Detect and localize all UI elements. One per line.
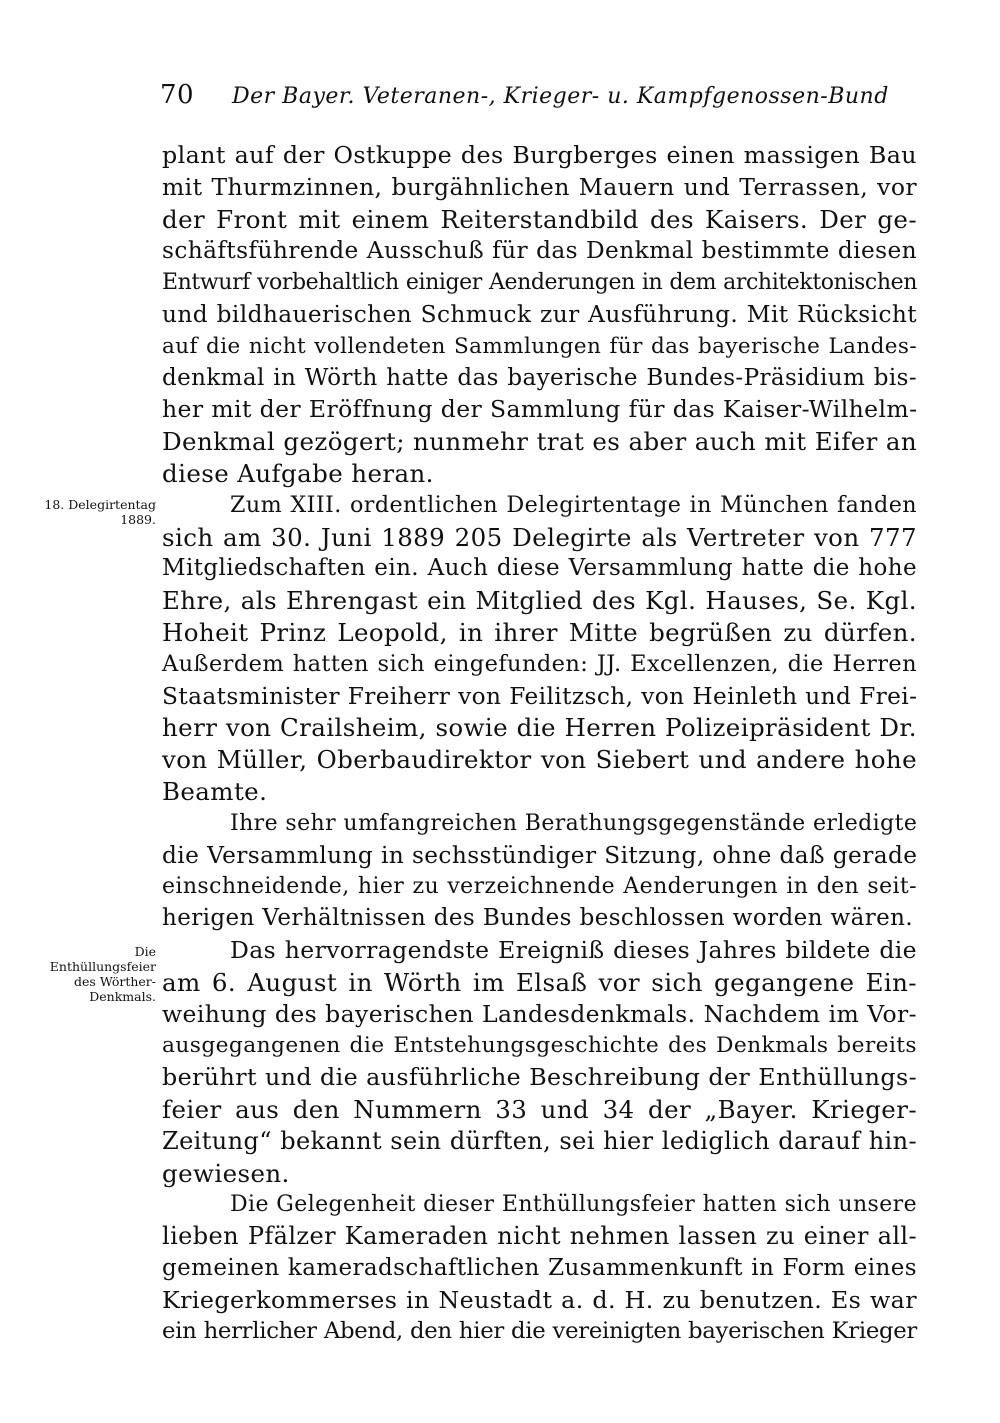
text-line: herigen Verhältnissen des Bundes beschlossen worden wären. xyxy=(162,905,914,932)
text-line: mit Thurmzinnen, burgähnlichen Mauern und Terrassen, vor xyxy=(162,172,917,201)
text-line: ein herrlicher Abend, den hier die vereinigten bayerischen Krieger xyxy=(162,1318,917,1345)
paragraph xyxy=(162,490,917,808)
running-title: Der Bayer. Veteranen-, Krieger- u. Kampfgenossen-Bund xyxy=(232,84,889,109)
paragraph xyxy=(162,808,917,935)
text-line: der Front mit einem Reiterstandbild des Kaisers. Der ge- xyxy=(162,204,917,234)
text-line: Ihre sehr umfangreichen Berathungsgegenstände erledigte xyxy=(230,810,918,836)
margin-note-delegirtentag: 18. Delegirtentag 1889. xyxy=(44,497,156,527)
text-line: Hoheit Prinz Leopold, in ihrer Mitte begrüßen zu dürfen. xyxy=(162,617,917,647)
text-line: einschneidende, hier zu verzeichnende Aenderungen in den seit- xyxy=(162,874,917,900)
text-line: lieben Pfälzer Kameraden nicht nehmen lassen zu einer all- xyxy=(162,1222,917,1251)
text-line: sich am 30. Juni 1889 205 Delegirte als Vertreter von 777 xyxy=(162,522,917,552)
text-line: gemeinen kameradschaftlichen Zusammenkunft in Form eines xyxy=(162,1254,917,1281)
text-line: diese Aufgabe heran. xyxy=(162,458,434,488)
text-line: Beamte. xyxy=(162,776,268,806)
text-line: plant auf der Ostkuppe des Burgberges einen massigen Bau xyxy=(162,141,917,169)
text-line: von Müller, Oberbaudirektor von Siebert und andere hohe xyxy=(162,745,917,775)
text-line: herr von Crailsheim, sowie die Herren Polizeipräsident Dr. xyxy=(162,713,917,743)
text-line: auf die nicht vollendeten Sammlungen für das bayerische Landes- xyxy=(162,333,917,359)
text-line: gewiesen. xyxy=(162,1158,290,1188)
paragraph xyxy=(162,140,917,490)
text-line: Denkmal gezögert; nunmehr trat es aber auch mit Eifer an xyxy=(162,427,918,457)
text-line: Die Gelegenheit dieser Enthüllungsfeier hatten sich unsere xyxy=(230,1192,917,1218)
text-line: Kriegerkommerses in Neustadt a. d. H. zu benutzen. Es war xyxy=(162,1285,917,1314)
text-line: ausgegangenen die Entstehungsgeschichte des Denkmals bereits xyxy=(162,1033,917,1059)
text-line: Außerdem hatten sich eingefunden: JJ. Excellenzen, die Herren xyxy=(162,650,917,677)
text-line: Entwurf vorbehaltlich einiger Aenderungen in dem architektonischen xyxy=(162,270,917,296)
page-number: 70 xyxy=(160,80,195,110)
text-line: Zum XIII. ordentlichen Delegirtentage in München fanden xyxy=(230,491,917,518)
text-line: her mit der Eröffnung der Sammlung für das Kaiser-Wilhelm- xyxy=(162,395,918,424)
text-line: weihung des bayerischen Landesdenkmals. Nachdem im Vor- xyxy=(162,999,917,1028)
text-line: Zeitung“ bekannt sein dürften, sei hier lediglich darauf hin- xyxy=(162,1126,917,1155)
text-line: Das hervorragendste Ereigniß dieses Jahres bildete die xyxy=(230,935,917,964)
text-line: feier aus den Nummern 33 und 34 der „Bayer. Krieger- xyxy=(162,1094,917,1124)
text-line: Ehre, als Ehrengast ein Mitglied des Kgl. Hauses, Se. Kgl. xyxy=(162,586,917,616)
margin-note-enthuellungsfeier: Die Enthüllungsfeier des Wörther-Denkmals. xyxy=(49,944,156,1004)
text-line: die Versammlung in sechsstündiger Sitzung, ohne daß gerade xyxy=(162,841,918,869)
text-line: Mitgliedschaften ein. Auch diese Versammlung hatte die hohe xyxy=(162,555,917,582)
text-line: am 6. August in Wörth im Elsaß vor sich gegangene Ein- xyxy=(162,967,917,997)
paragraph xyxy=(162,1189,917,1348)
text-line: schäftsführende Ausschuß für das Denkmal bestimmte diesen xyxy=(162,237,917,265)
text-line: und bildhauerischen Schmuck zur Ausführung. Mit Rücksicht xyxy=(162,300,917,328)
text-line: Staatsminister Freiherr von Feilitzsch, von Heinleth und Frei- xyxy=(162,682,918,710)
body-text xyxy=(162,140,917,1348)
running-header xyxy=(160,80,889,120)
paragraph xyxy=(162,935,917,1189)
text-line: berührt und die ausführliche Beschreibung der Enthüllungs- xyxy=(162,1063,917,1092)
text-line: denkmal in Wörth hatte das bayerische Bundes-Präsidium bis- xyxy=(162,364,917,391)
